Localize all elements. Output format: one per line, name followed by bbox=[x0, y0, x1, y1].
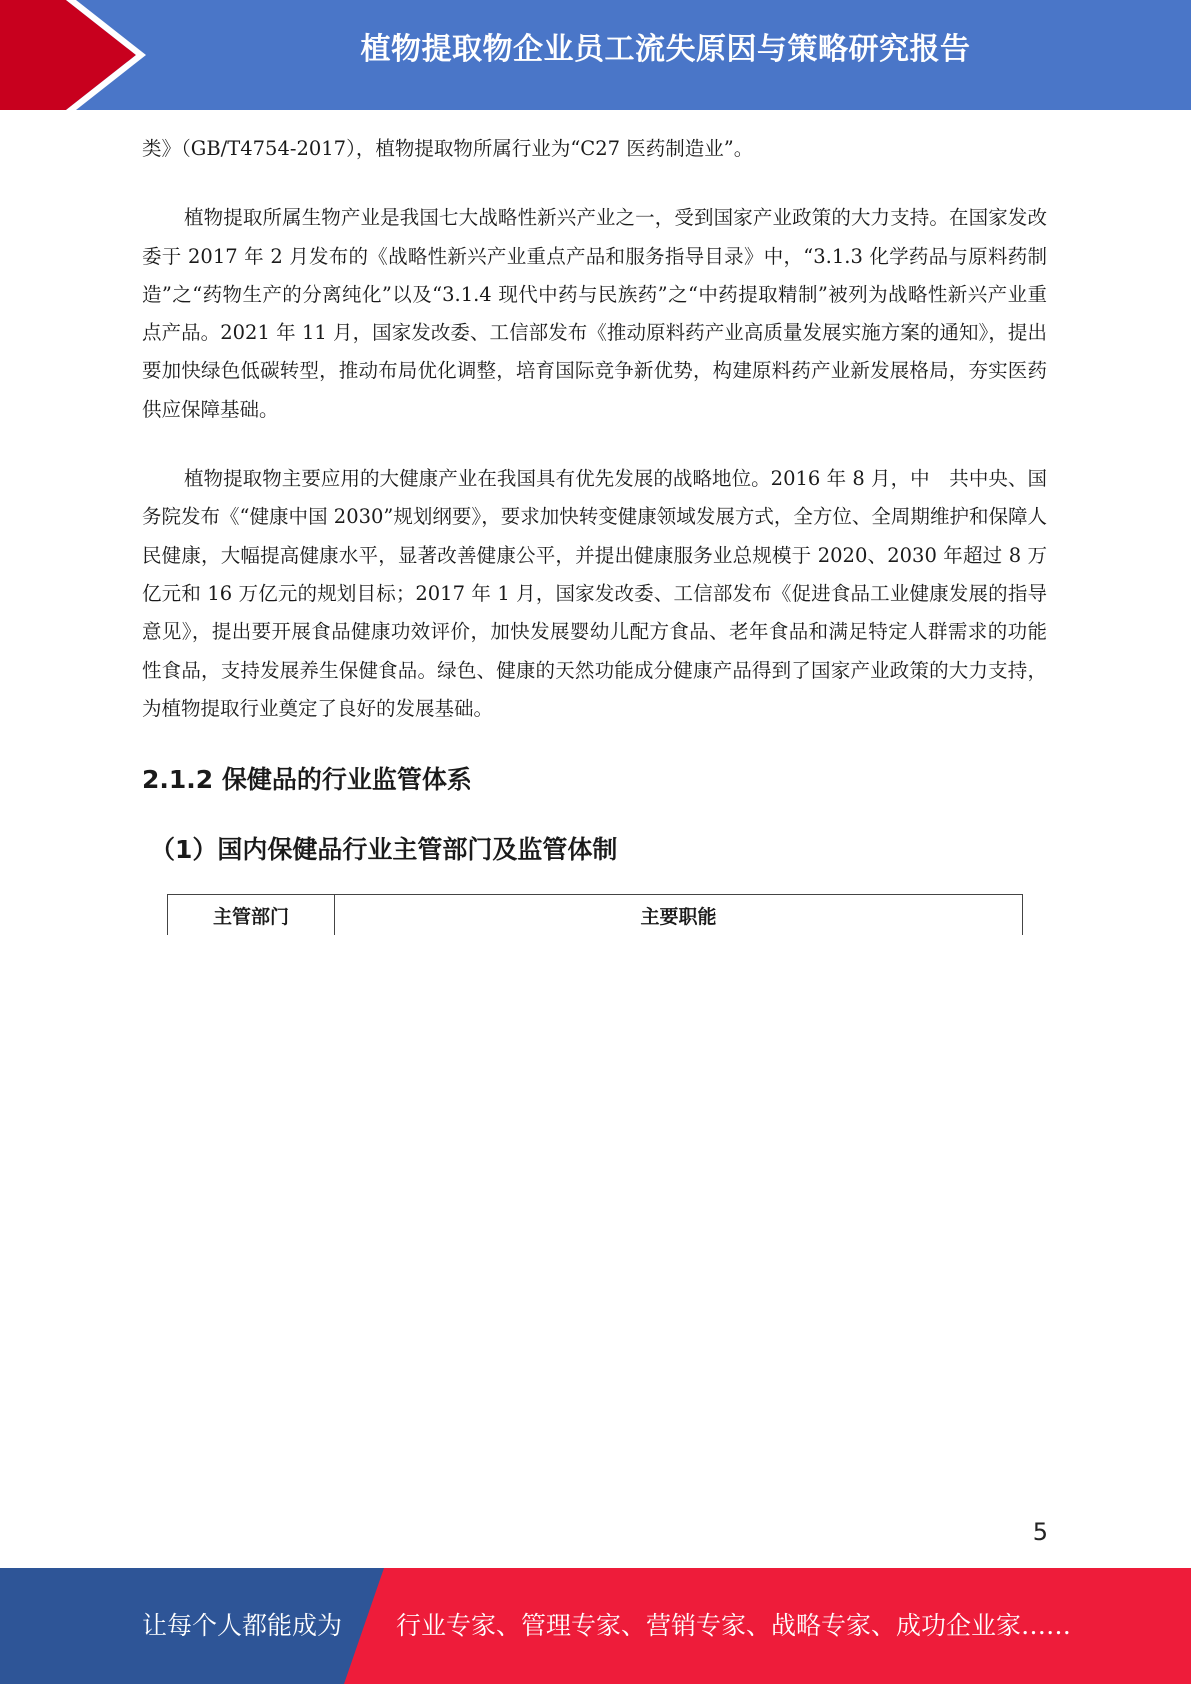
paragraph-continuation: 类》（GB/T4754-2017），植物提取物所属行业为“C27 医药制造业”。 bbox=[142, 137, 754, 160]
footer-slogan-left: 让每个人都能成为 bbox=[142, 1611, 343, 1640]
paragraph-health-industry: 植物提取物主要应用的大健康产业在我国具有优先发展的战略地位。2016 年 8 月，中 共中央、国务院发布《“健康中国 2030”规划纲要》，要求加快转变健康领域发展方式，全方位、全周期维护和保障人民健康，大幅提高健康水平，显著改善健康公平，并提出健康服务业总规模于 2020、2030 年超过 8 万亿元和 16 万亿元的规划目标；2017 年 1 月，国家发改委、工信部发布《促进食品工业健康发展的指导意见》，提出要开展食品健康功效评价，加快发展婴幼儿配方食品、老年食品和满足特定人群需求的功能性食品，支持发展养生保健食品。绿色、健康的天然功能成分健康产品得到了国家产业政策的大力支持，为植物提取行业奠定了良好的发展基础。 bbox=[142, 467, 1047, 720]
paragraph-strategic-industry: 植物提取所属生物产业是我国七大战略性新兴产业之一，受到国家产业政策的大力支持。在国家发改委于 2017 年 2 月发布的《战略性新兴产业重点产品和服务指导目录》中，“3.1.3 化学药品与原料药制造”之“药物生产的分离纯化”以及“3.1.4 现代中药与民族药”之“中药提取精制”被列为战略性新兴产业重点产品。2021 年 11 月，国家发改委、工信部发布《推动原料药产业高质量发展实施方案的通知》，提出要加快绿色低碳转型，推动布局优化调整，培育国际竞争新优势，构建原料药产业新发展格局，夯实医药供应保障基础。 bbox=[142, 206, 1047, 421]
page-header bbox=[0, 0, 1191, 110]
section-heading: 2.1.2 保健品的行业监管体系 bbox=[142, 765, 472, 795]
footer-slogan-right: 行业专家、管理专家、营销专家、战略专家、成功企业家…… bbox=[396, 1611, 1072, 1640]
table-header-department: 主管部门 bbox=[168, 895, 335, 936]
page-body bbox=[142, 130, 1047, 870]
table-header-functions: 主要职能 bbox=[335, 895, 1023, 936]
report-title: 植物提取物企业员工流失原因与策略研究报告 bbox=[360, 32, 971, 67]
subsection-heading: （1）国内保健品行业主管部门及监管体制 bbox=[150, 835, 618, 865]
page-number: 5 bbox=[1032, 1518, 1048, 1546]
table-header-row bbox=[168, 895, 1023, 936]
header-red-arrow-decoration bbox=[0, 0, 160, 110]
page-footer bbox=[0, 1568, 1191, 1684]
regulator-table bbox=[167, 894, 1023, 935]
